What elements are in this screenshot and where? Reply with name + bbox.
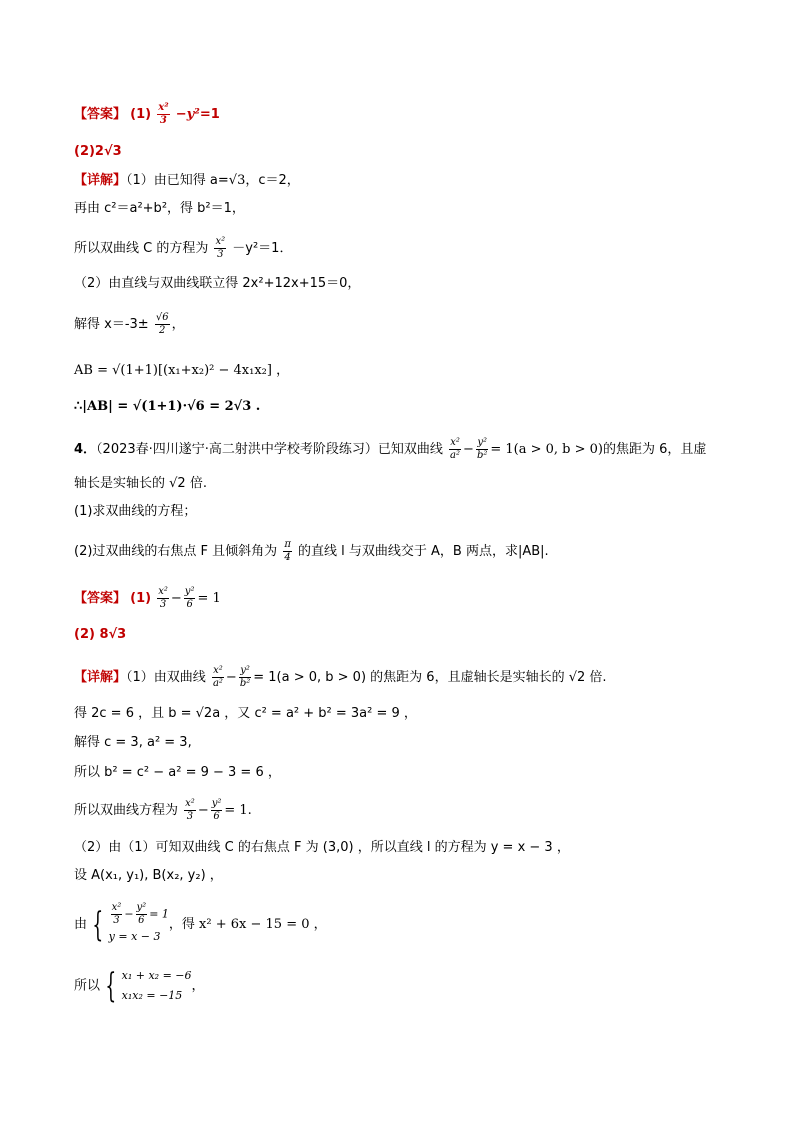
fraction-pi-over-4: $\frac{\pi}{4}$ (284, 539, 291, 563)
q4-detail-line8: 由 { $\frac{\text{x²}}{3}$ − $\frac{\text{y²}}{6}$ = 1 y = x − 3 ，得 x² + 6x − 15 = 0 ， (74, 902, 327, 947)
detail-tag: 【详解】 (74, 670, 127, 685)
q4-part2: (2)过双曲线的右焦点 F 且倾斜角为 $\frac{\pi}{4}$ 的直线 l 与双曲线交于 A，B 两点，求|AB|. (74, 539, 549, 563)
q4-stem-line2: 轴长是实轴长的 √2 倍. (74, 476, 207, 491)
fraction-x2-over-3: $\frac{\text{x²}}{3}$ (158, 102, 169, 126)
prev-answer-2: (2)2√3 (74, 144, 122, 159)
fraction-x2-over-a2: $\frac{\text{x²}}{\text{a²}}$ (212, 665, 223, 689)
q4-stem-line1: 4．（2023春·四川遂宁·高二射洪中学校考阶段练习）已知双曲线 $\frac{\text{x²}}{\text{a²}}$ − $\frac{\text{y²}}{\text{b²}}$ = 1(a > 0, b > 0)的焦距为 6，且虚 (74, 437, 707, 461)
prev-system-line: （2）由直线与双曲线联立得 2x²+12x+15＝0， (74, 276, 361, 291)
prev-result: ∴|AB| = √(1+1)·√6 = 2√3 . (74, 399, 261, 414)
prev-solve-line: 解得 x＝-3± $\frac{√6}{2}$ ， (74, 312, 185, 336)
fraction-sqrt6-over-2: $\frac{√6}{2}$ (155, 312, 169, 336)
fraction-x2-over-3: $\frac{\text{x²}}{3}$ (158, 586, 168, 610)
q4-detail-line5: 所以双曲线方程为 $\frac{\text{x²}}{3}$ − $\frac{\text{y²}}{6}$ = 1. (74, 798, 252, 822)
prev-detail-line: 【详解】（1）由已知得 a=√3，c＝2， (74, 173, 300, 188)
detail-tag: 【详解】 (74, 173, 127, 188)
prev-line-b: 再由 c²＝a²+b²，得 b²＝1， (74, 201, 245, 216)
left-brace: { (92, 904, 104, 945)
prev-equation-line: 所以双曲线 C 的方程为 $\frac{\text{x²}}{3}$ －y²＝1． (74, 236, 293, 260)
fraction-x2-over-a2: $\frac{\text{x²}}{\text{a²}}$ (450, 437, 461, 461)
prev-answer-line: 【答案】 (1) $\frac{\text{x²}}{3}$ −y²=1 (74, 102, 220, 126)
q4-part1: (1)求双曲线的方程； (74, 504, 197, 519)
q4-number: 4． (74, 442, 97, 457)
q4-answer-2: (2) 8√3 (74, 627, 127, 642)
q4-detail-line4: 所以 b² = c² − a² = 9 − 3 = 6 ， (74, 765, 281, 780)
q4-detail-line1: 【详解】（1）由双曲线 $\frac{\text{x²}}{\text{a²}}$ − $\frac{\text{y²}}{\text{b²}}$ = 1(a > 0, b > 0) 的焦距为 6，且虚轴长是实轴长的 √2 倍. (74, 665, 607, 689)
q4-source: （2023春·四川遂宁·高二射洪中学校考阶段练习）已知双曲线 (96, 442, 443, 457)
fraction-y2-over-6: $\frac{\text{y²}}{6}$ (136, 902, 147, 926)
left-brace: { (105, 966, 117, 1006)
fraction-y2-over-6: $\frac{\text{y²}}{6}$ (184, 586, 195, 610)
fraction-x2-over-3: $\frac{\text{x²}}{3}$ (185, 798, 195, 822)
q4-answer-line: 【答案】 (1) $\frac{\text{x²}}{3}$ − $\frac{\text{y²}}{6}$ = 1 (74, 586, 221, 610)
q4-detail-line7: 设 A(x₁, y₁), B(x₂, y₂) ， (74, 868, 223, 883)
fraction-y2-over-b2: $\frac{\text{y²}}{\text{b²}}$ (239, 665, 251, 689)
fraction-y2-over-6: $\frac{\text{y²}}{6}$ (211, 798, 222, 822)
prev-ab-formula: AB = √(1+1)[(x₁+x₂)² − 4x₁x₂] ， (74, 363, 290, 378)
fraction-x2-over-3: $\frac{\text{x²}}{3}$ (111, 902, 122, 926)
fraction-y2-over-b2: $\frac{\text{y²}}{\text{b²}}$ (476, 437, 488, 461)
q4-detail-line3: 解得 c = 3, a² = 3, (74, 735, 192, 750)
equation-system: $\frac{\text{x²}}{3}$ − $\frac{\text{y²}}{6}$ = 1 y = x − 3 (108, 902, 169, 943)
answer-tag: 【答案】 (74, 591, 127, 606)
q4-detail-line2: 得 2c = 6 ，且 b = √2a ，又 c² = a² + b² = 3a² = 9 ， (74, 706, 417, 721)
q4-detail-line9: 所以 { x₁ + x₂ = −6 x₁x₂ = −15 ， (74, 966, 205, 1006)
answer-tag: 【答案】 (74, 107, 127, 122)
fraction-x2-over-3: $\frac{\text{x²}}{3}$ (215, 236, 226, 260)
equation-system: x₁ + x₂ = −6 x₁x₂ = −15 (121, 969, 192, 1002)
q4-detail-line6: （2）由（1）可知双曲线 C 的右焦点 F 为 (3,0) ，所以直线 l 的方程为 y = x − 3 ， (74, 840, 570, 855)
